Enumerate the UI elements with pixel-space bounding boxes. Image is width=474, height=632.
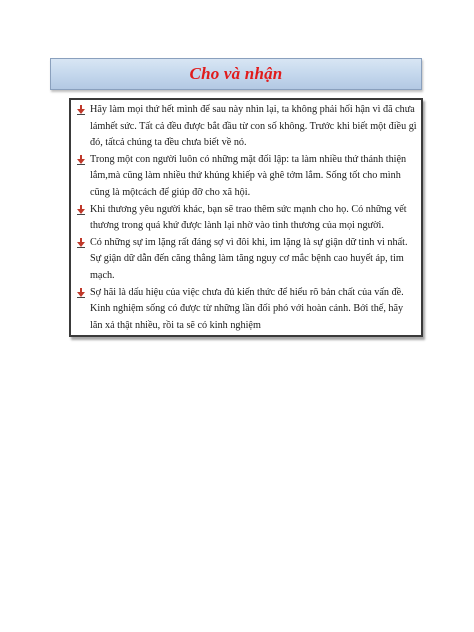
list-item-text: Hãy làm mọi thứ hết mình để sau này nhìn lại, ta không phải hối hận vì đã chưa lámhết sức. Tất cả đều được bắt đầu từ con số không. Trước khi biết một điều gì đó, tấtcả chúng ta đều chưa biết về nó. — [90, 104, 417, 149]
page-title: Cho và nhận — [189, 64, 283, 83]
list-item-text: Khi thương yêu người khác, bạn sẽ trao thêm sức mạnh cho họ. Có những vết thương trong quá khứ được lành lại nhờ vào tình thương của mọi người. — [90, 203, 407, 232]
list-item — [77, 152, 417, 202]
content-box — [69, 98, 423, 337]
list-item — [77, 102, 417, 152]
bullet-list — [77, 102, 417, 334]
down-arrow-bullet-icon — [77, 105, 85, 115]
down-arrow-bullet-icon — [77, 238, 85, 248]
down-arrow-bullet-icon — [77, 205, 85, 215]
list-item — [77, 235, 417, 285]
list-item — [77, 202, 417, 235]
down-arrow-bullet-icon — [77, 288, 85, 298]
title-banner — [50, 58, 422, 90]
list-item — [77, 285, 417, 335]
list-item-text: Sợ hãi là dấu hiệu của việc chưa đủ kiến thức để hiểu rõ bản chất của vấn đề. Kinh nghiệm sống có được từ những lần đối phó với hoàn cảnh. Bởi thế, hãy lăn xả thật nhiều, rồi ta sẽ có kinh nghiệm — [90, 286, 404, 331]
list-item-text: Trong một con người luôn có những mặt đối lập: ta làm nhiều thứ thánh thiện lắm,mà cũng làm nhiều thứ khủng khiếp và ghê tởm lắm. Sống tốt cho mình cũng là mộtcách để giúp đỡ cho xã hội. — [90, 153, 407, 198]
down-arrow-bullet-icon — [77, 155, 85, 165]
list-item-text: Có những sự im lặng rất đáng sợ vì đôi khi, im lặng là sự giận dữ tinh vi nhất. Sự giận dữ dẫn đến căng thẳng làm tăng nguy cơ mắc bệnh cao huyết áp, tim mạch. — [90, 236, 408, 281]
